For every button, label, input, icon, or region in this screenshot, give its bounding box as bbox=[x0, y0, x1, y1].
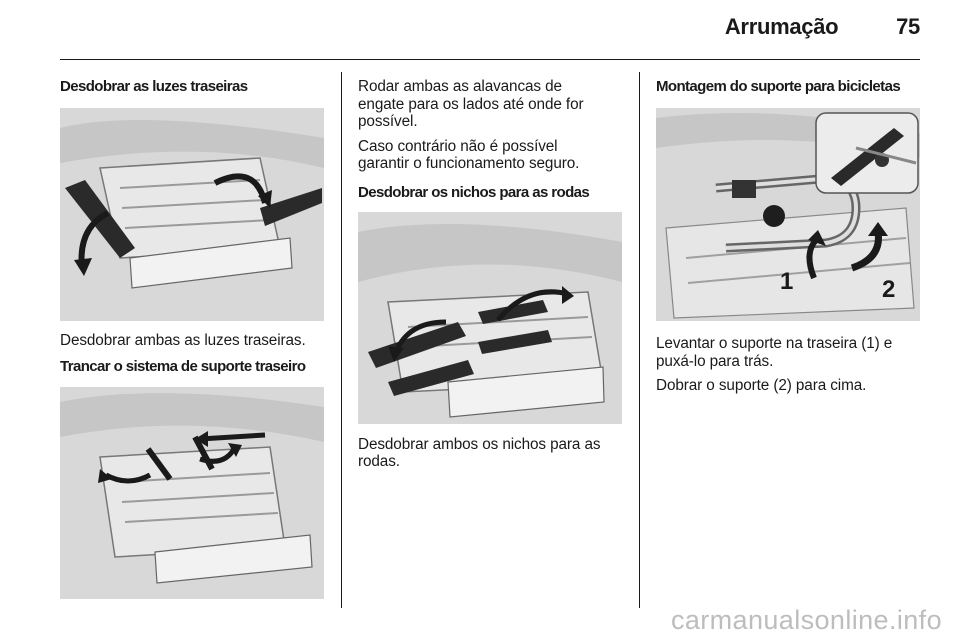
column-2 bbox=[358, 72, 622, 471]
callout-1: 1 bbox=[780, 268, 794, 295]
header-rule bbox=[60, 59, 920, 60]
heading-wheel-recesses: Desdobrar os nichos para as rodas bbox=[358, 183, 590, 201]
page-number: 75 bbox=[896, 14, 920, 39]
heading-bike-carrier-mount: Montagem do suporte para bicicletas bbox=[656, 78, 901, 95]
text-safety-warning: Caso contrário não é possível garantir o funcionamento seguro. bbox=[358, 137, 580, 172]
figure-lock-rear-carrier bbox=[60, 387, 324, 599]
heading-tail-lights: Desdobrar as luzes traseiras bbox=[60, 78, 248, 95]
text-fold-carrier: Dobrar o suporte (2) para cima. bbox=[656, 377, 867, 394]
text-tail-lights: Desdobrar ambas as luzes traseiras. bbox=[60, 332, 306, 349]
figure-tail-lights bbox=[60, 108, 324, 321]
text-turn-levers: Rodar ambas as alavancas de engate para os lados até onde for possível. bbox=[358, 78, 584, 130]
page-header bbox=[725, 14, 920, 40]
page-title: Arrumação bbox=[724, 14, 839, 39]
column-1 bbox=[60, 72, 324, 599]
column-3 bbox=[656, 72, 920, 395]
column-divider-2 bbox=[639, 72, 640, 608]
text-wheel-recesses: Desdobrar ambos os nichos para as rodas. bbox=[358, 435, 601, 470]
callout-2: 2 bbox=[882, 276, 896, 303]
figure-bike-carrier-mount bbox=[656, 108, 920, 321]
watermark: carmanualsonline.info bbox=[670, 605, 942, 635]
text-lift-carrier: Levantar o suporte na traseira (1) e puxá-lo para trás. bbox=[656, 335, 893, 370]
column-divider-1 bbox=[341, 72, 342, 608]
figure-wheel-recesses bbox=[358, 212, 622, 424]
heading-lock-rear-carrier: Trancar o sistema de suporte traseiro bbox=[60, 357, 306, 375]
